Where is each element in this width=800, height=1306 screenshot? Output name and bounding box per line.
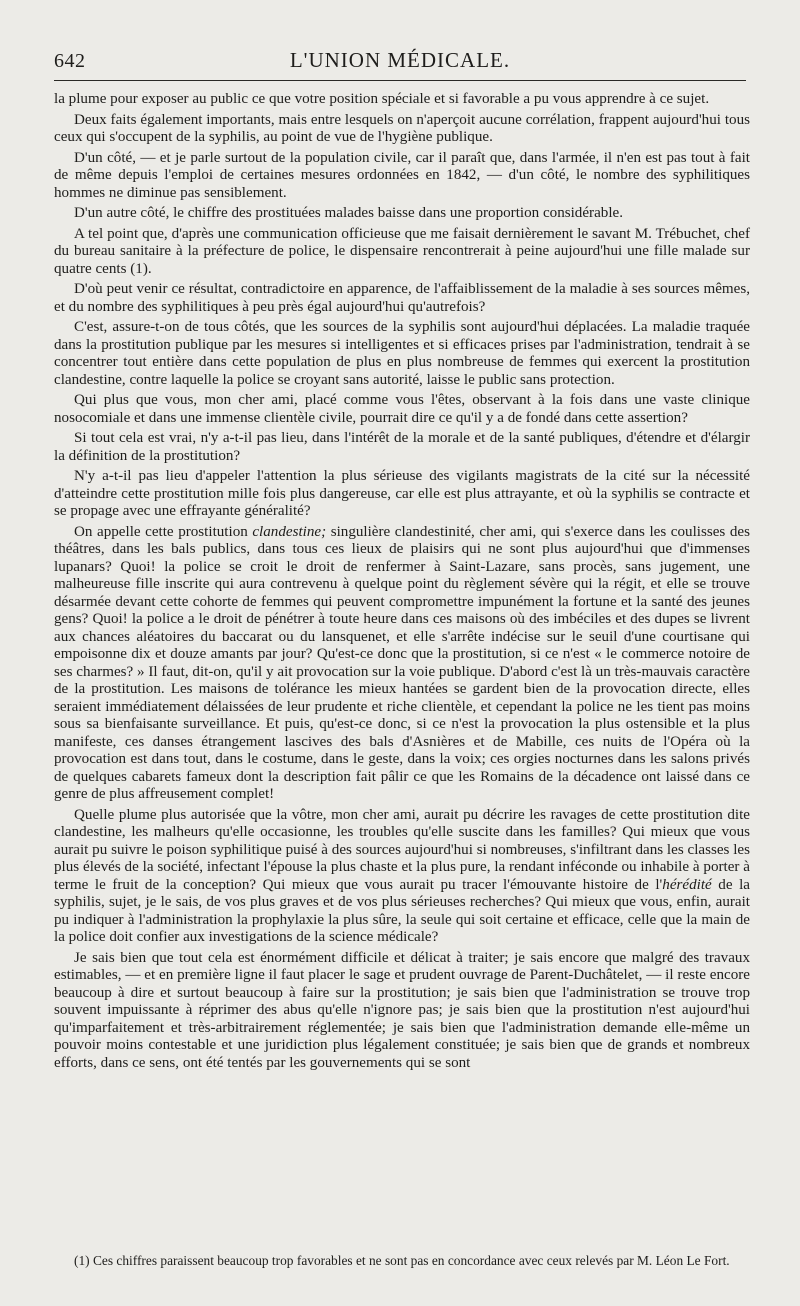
paragraph: la plume pour exposer au public ce que votre position spéciale et si favorable a pu vous apprendre à ce sujet. — [54, 91, 710, 107]
page-number: 642 — [54, 50, 86, 72]
text-run: Quelle plume plus autorisée que la vôtre, mon cher ami, aurait pu décrire les ravages de cette prostitution dite clandestine, les malheurs qu'elle occasionne, les troubles qu'elle suscite dans les familles? Qui mieux que vous aurait pu suivre le poison syphilitique puisé à des sources aujourd'hui si nombreuses, s'infiltrant dans les classes les plus élevés de la société, infectant l'épouse la plus chaste et la plus pure, la rendant inféconde ou inhabile à porter à terme le fruit de la conception? Qui mieux que vous aurait pu tracer l'émouvante histoire de l' — [54, 806, 750, 893]
paragraph: C'est, assure-t-on de tous côtés, que les sources de la syphilis sont aujourd'hui déplacées. La maladie traquée dans la prostitution publique par les mesures si intelligentes et si efficaces prises par l'administration, tendrait à se concentrer tout entière dans cette population de plus en plus nombreuse de femmes qui exercent la prostitution clandestine, contre laquelle la police se croyant sans autorité, laisse le public sans protection. — [54, 319, 750, 388]
paragraph: A tel point que, d'après une communication officieuse que me faisait dernièrement le savant M. Trébuchet, chef du bureau sanitaire à la préfecture de police, le dispensaire rencontrerait à peine aujourd'hui une fille malade sur quatre cents (1). — [54, 225, 750, 277]
running-head — [54, 48, 746, 78]
journal-title: L'UNION MÉDICALE. — [289, 48, 511, 72]
header-rule — [54, 80, 746, 81]
paragraph: D'un autre côté, le chiffre des prostituées malades baisse dans une proportion considérable. — [74, 205, 623, 221]
italic-term: clandestine; — [252, 523, 327, 540]
footnote-text: (1) Ces chiffres paraissent beaucoup trop favorables et ne sont pas en concordance avec ceux relevés par M. Léon Le Fort. — [74, 1253, 730, 1268]
text-run: de la syphilis, sujet, je le sais, de vos plus graves et de vos plus sérieuses recherches? Qui mieux que vous, enfin, aurait pu indiquer à l'administration la prophylaxie la plus sûre, la seule qui soit certaine et efficace, celle que la main de la police doit confier aux investigations de la science médicale? — [54, 876, 750, 945]
text-run: On appelle cette prostitution — [74, 523, 253, 540]
text-run: singulière clandestinité, cher ami, qui s'exerce dans les coulisses des théâtres, dans les bals publics, dans tous ces lieux de plaisirs qui ne sont plus aujourd'hui que d'immenses lupanars? Quoi! la police se croit le droit de renfermer à Saint-Lazare, sans procès, sans jugement, une malheureuse fille inscrite qui aura contrevenu à quelque point du règlement sévère qui la régit, et elle se trouve désarmée devant cette cohorte de femmes qui peuvent compromettre impunément la fortune et la santé des jeunes gens? Quoi! la police a le droit de pénétrer à toute heure dans ces maisons où des imbéciles et des dupes se livrent aux chances aléatoires du baccarat ou du lansquenet, et elle s'arrête indécise sur le seuil d'une courtisane qui empoisonne dix et douze amants par jour? Qu'est-ce donc que la prostitution, si ce n'est « le commerce notoire de ses charmes? » Il faut, dit-on, qu'il y ait provocation sur la voie publique. D'abord c'est là un très-mauvais caractère de la prostitution. Les maisons de tolérance les mieux hantées se gardent bien de la provocation directe, elles seraient immédiatement délaissées de leur prudente et riche clientèle, et cependant la police ne les tient pas moins sous sa bienfaisante surveillance. Et puis, qu'est-ce donc, si ce n'est la provocation la plus ostensible et la plus manifeste, ces danses étrangement lascives des bals d'Asnières et de Mabille, ces nuits de l'Opéra où la provocation est dans tout, dans le costume, dans le geste, dans la voix; ces orgies nocturnes dans les salons privés de quelques cabarets fameux dont la description fait pâlir ce que les Romains de la décadence ont laissé dans ce genre de plus affreusement complet! — [54, 523, 750, 802]
paragraph: N'y a-t-il pas lieu d'appeler l'attention la plus sérieuse des vigilants magistrats de la cité sur la nécessité d'atteindre cette prostitution mille fois plus dangereuse, car elle est plus attrayante, et où la syphilis se contracte et se propage avec une effrayante généralité? — [54, 468, 750, 519]
paragraph: Deux faits également importants, mais entre lesquels on n'aperçoit aucune corrélation, frappent aujourd'hui tous ceux qui s'occupent de la syphilis, au point de vue de l'hygiène publique. — [54, 111, 750, 145]
paragraph: Qui plus que vous, mon cher ami, placé comme vous l'êtes, observant à la fois dans une vaste clinique nosocomiale et dans une immense clientèle civile, pourrait dire ce qu'il y a de fondé dans cette assertion? — [54, 392, 750, 426]
paragraph — [54, 524, 750, 804]
paragraph: D'où peut venir ce résultat, contradictoire en apparence, de l'affaiblissement de la maladie à ses sources mêmes, et du nombre des syphilitiques à peu près égal aujourd'hui qu'autrefois? — [54, 281, 750, 315]
footnote — [54, 1253, 750, 1269]
article-body — [54, 91, 750, 1075]
paragraph: D'un côté, — et je parle surtout de la population civile, car il paraît que, dans l'armée, il n'en est pas tout à fait de même depuis l'emploi de certaines mesures ordonnées en 1842, — d'un côté, le nombre des syphilitiques hommes ne diminue pas sensiblement. — [54, 149, 750, 201]
italic-term: hérédité — [662, 876, 712, 893]
paragraph: Je sais bien que tout cela est énormément difficile et délicat à traiter; je sais encore que malgré des travaux estimables, — et en première ligne il faut placer le sage et prudent ouvrage de Parent-Duchâtelet, — il reste encore beaucoup à dire et surtout beaucoup à faire sur la prostitution; je sais bien que l'administration se trouve trop souvent impuissante à réprimer des abus qu'elle n'ignore pas; je sais bien que la prostitution n'est aujourd'hui qu'imparfaitement et très-arbitrairement réglementée; je sais bien que l'administration demande elle-même un pouvoir moins contestable et une juridiction plus légalement constituée; je sais bien que de grands et nombreux efforts, dans ce sens, ont été tentés par les gouvernements qui se sont — [54, 949, 750, 1071]
paragraph: Si tout cela est vrai, n'y a-t-il pas lieu, dans l'intérêt de la morale et de la santé publiques, d'étendre et d'élargir la définition de la prostitution? — [54, 430, 750, 464]
paragraph — [54, 807, 750, 947]
